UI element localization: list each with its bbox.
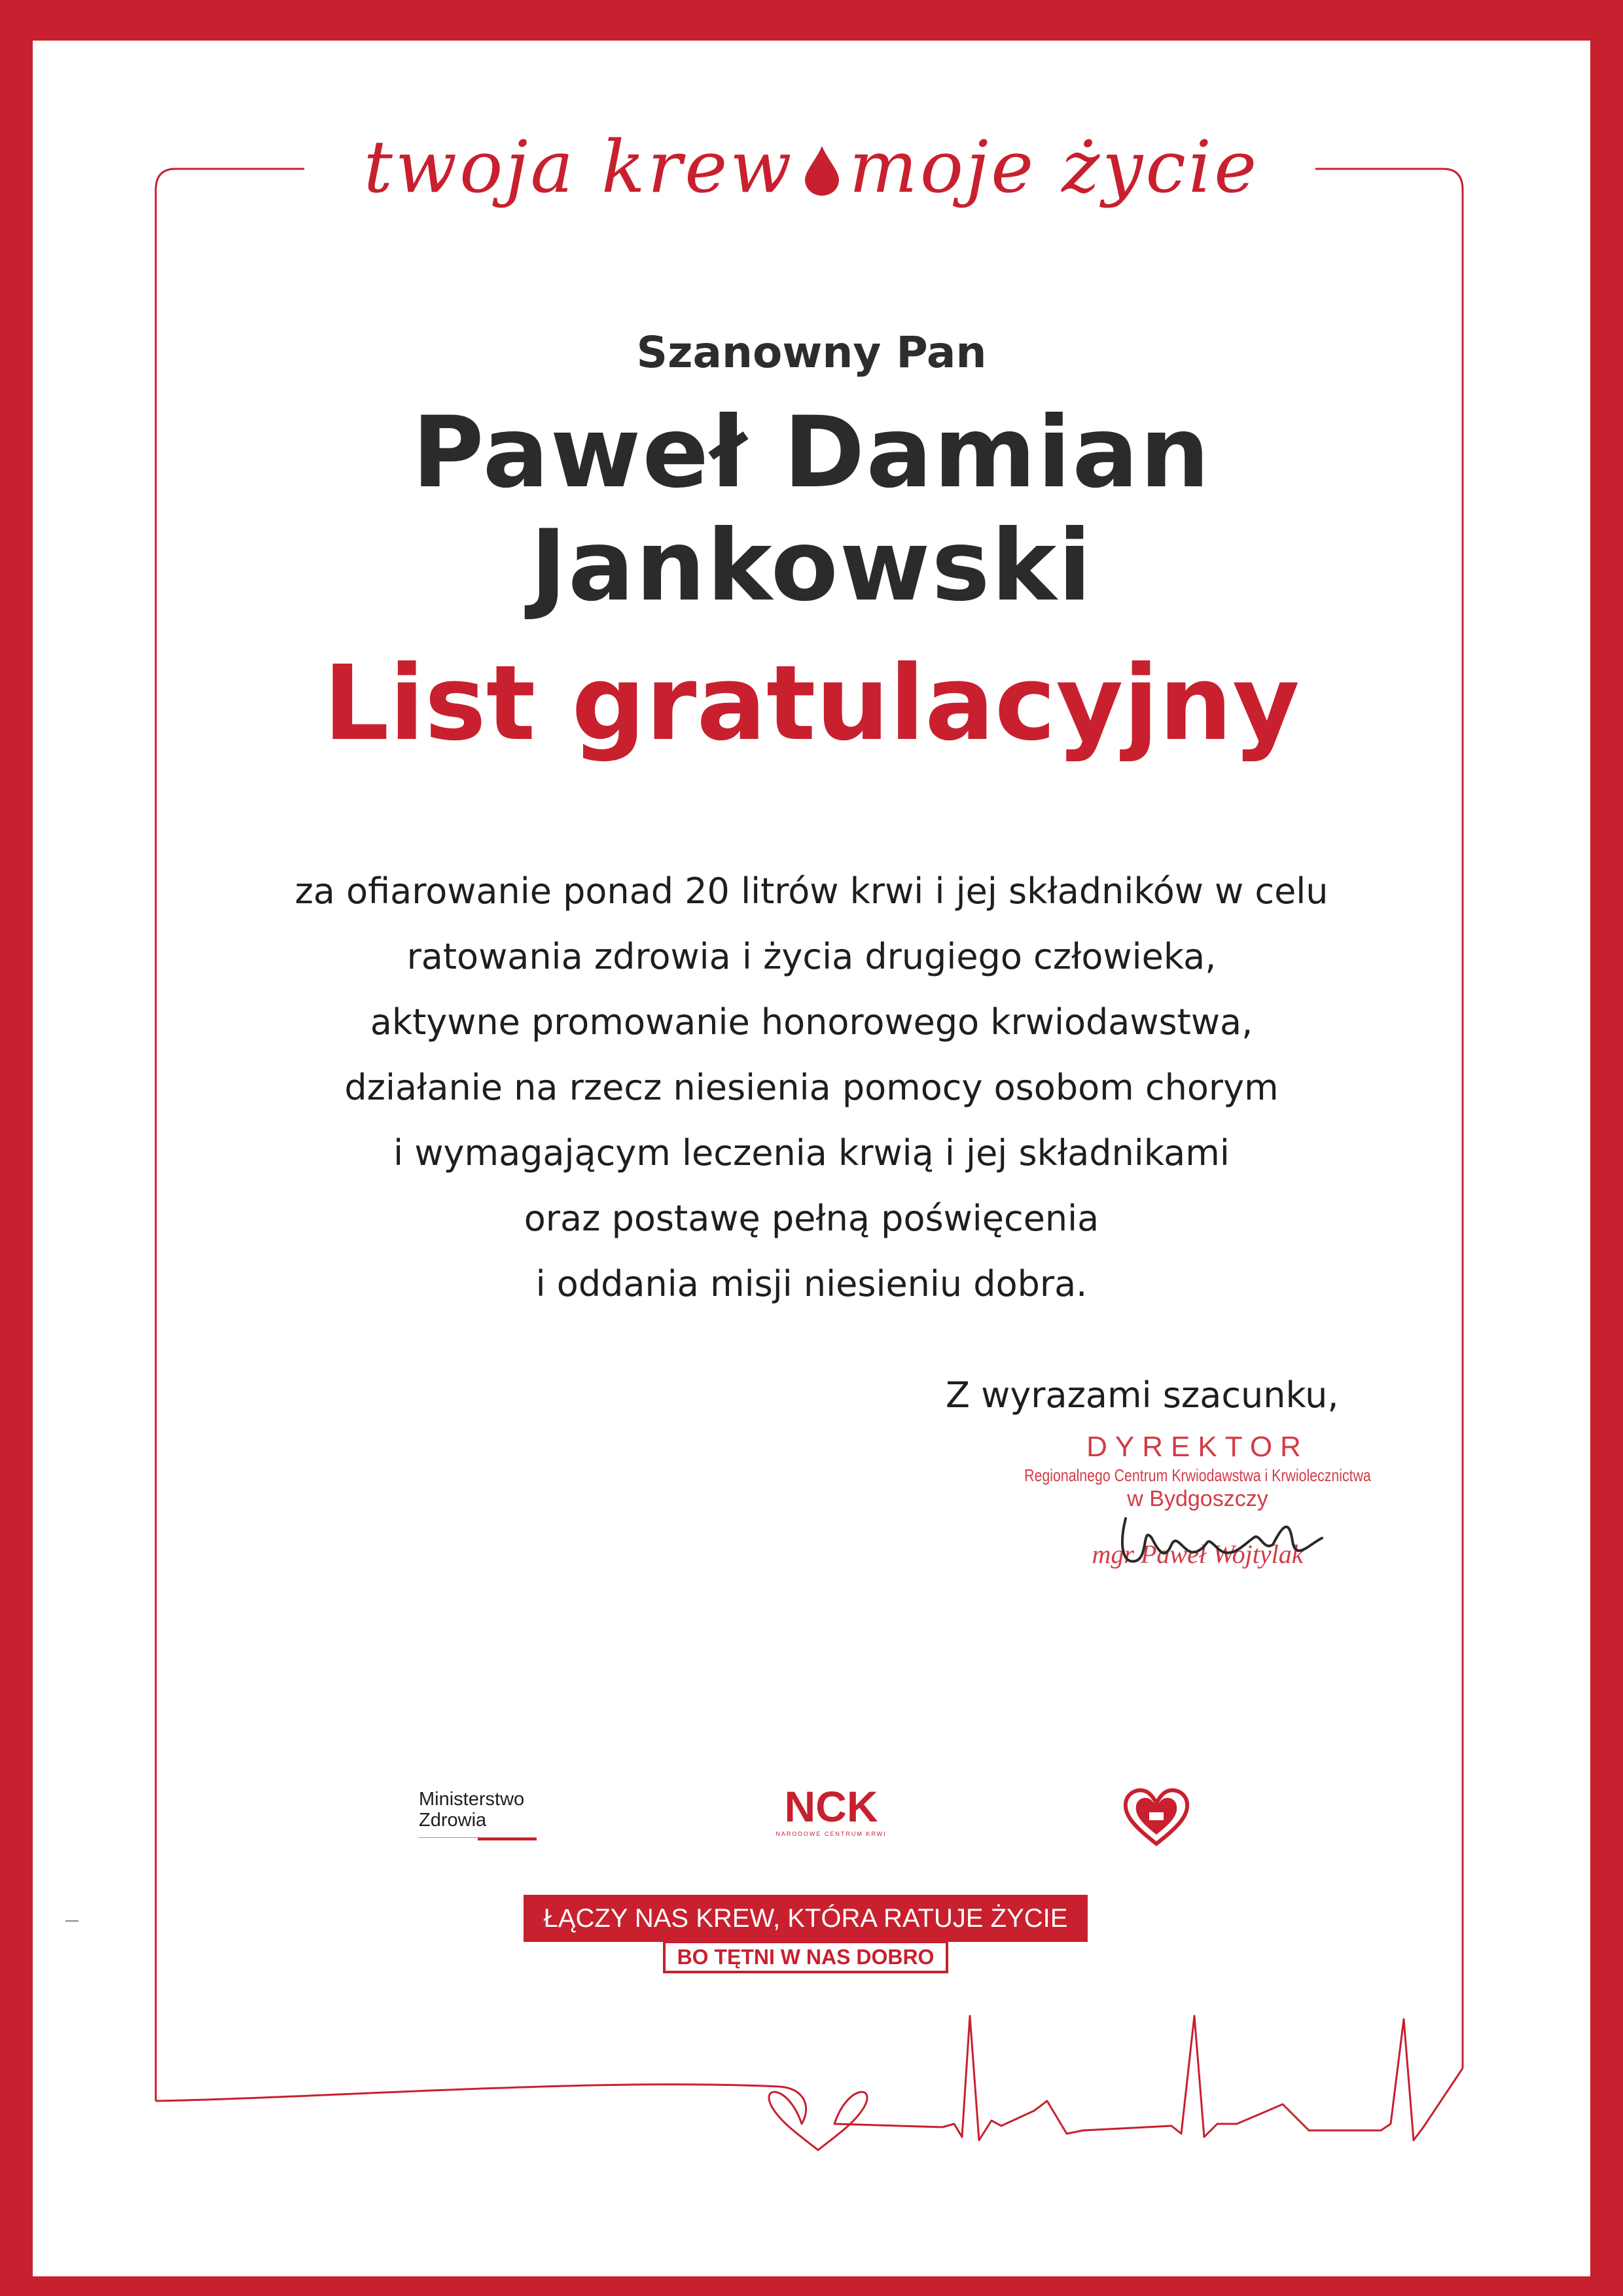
recipient-name-line-1: Paweł Damian bbox=[412, 396, 1211, 510]
closing-phrase: Z wyrazami szacunku, bbox=[946, 1374, 1339, 1416]
campaign-tagline bbox=[340, 118, 1283, 216]
stamp-city: w Bydgoszczy bbox=[1127, 1486, 1268, 1511]
slogan-sub: BO TĘTNI W NAS DOBRO bbox=[663, 1941, 949, 1973]
body-line: i wymagającym leczenia krwią i jej składnikami bbox=[393, 1132, 1230, 1174]
slogan-main: ŁĄCZY NAS KREW, KTÓRA RATUJE ŻYCIE bbox=[524, 1895, 1088, 1942]
ministry-flag-bar bbox=[419, 1837, 537, 1840]
nck-logo-subtitle: NARODOWE CENTRUM KRWI bbox=[776, 1831, 887, 1837]
stamp-title: DYREKTOR bbox=[1086, 1431, 1309, 1463]
document-title: List gratulacyjny bbox=[323, 643, 1300, 764]
body-line: działanie na rzecz niesienia pomocy osobom chorym bbox=[344, 1067, 1279, 1108]
salutation: Szanowny Pan bbox=[636, 327, 987, 378]
body-line: aktywne promowanie honorowego krwiodawstwa, bbox=[370, 1001, 1253, 1043]
stamp-institution: Regionalnego Centrum Krwiodawstwa i Krwiolecznictwa bbox=[1024, 1465, 1371, 1485]
ecg-heart-line bbox=[156, 2016, 1463, 2150]
tagline-part-1: twoja krew bbox=[363, 125, 794, 209]
body-line: za ofiarowanie ponad 20 litrów krwi i jej składników w celu bbox=[294, 870, 1329, 912]
tagline-part-2: moje życie bbox=[849, 125, 1260, 209]
stamp-signatory: mgr Paweł Wojtylak bbox=[1092, 1539, 1304, 1569]
handwritten-signature bbox=[1113, 1499, 1348, 1577]
body-line: ratowania zdrowia i życia drugiego człowieka, bbox=[406, 936, 1217, 977]
recipient-name-line-2: Jankowski bbox=[530, 509, 1093, 623]
ministry-of-health-logo bbox=[419, 1789, 543, 1840]
nck-logo bbox=[772, 1784, 890, 1839]
blood-drop-icon bbox=[802, 145, 842, 196]
body-line: i oddania misji niesieniu dobra. bbox=[535, 1263, 1088, 1304]
nck-logo-text: NCK bbox=[784, 1782, 878, 1831]
heart-donor-logo-icon bbox=[1120, 1784, 1192, 1849]
ministry-line-1: Ministerstwo bbox=[419, 1789, 525, 1810]
ministry-line-2: Zdrowia bbox=[419, 1810, 487, 1831]
congratulation-text bbox=[131, 859, 1492, 1317]
campaign-slogan bbox=[524, 1895, 1088, 1973]
body-line: oraz postawę pełną poświęcenia bbox=[524, 1198, 1099, 1239]
